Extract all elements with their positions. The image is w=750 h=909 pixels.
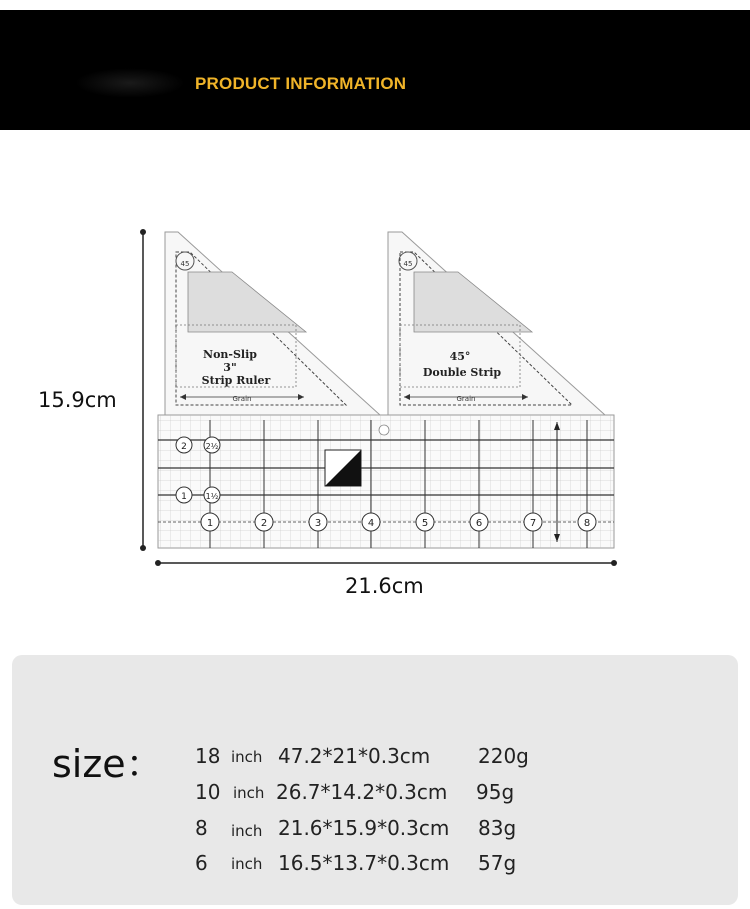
left-title-line3: Strip Ruler — [201, 374, 271, 387]
size-row-1-dims: 47.2*21*0.3cm — [278, 744, 431, 768]
inch-mark-2: 2 — [260, 518, 268, 529]
size-row-1-unit: inch — [231, 748, 263, 766]
left-title-line1: Non-Slip — [203, 348, 257, 361]
size-heading: size： — [52, 742, 164, 786]
size-row-3-unit: inch — [231, 822, 263, 840]
side-mark-2-half: 2½ — [205, 442, 219, 451]
inch-mark-5: 5 — [421, 518, 429, 529]
left-grain-label: Grain — [232, 395, 252, 403]
size-row-4-unit: inch — [231, 855, 263, 873]
size-row-4-size: 6 — [195, 851, 208, 875]
left-angle-label: 45 — [180, 260, 190, 268]
size-row-2-unit: inch — [233, 784, 265, 802]
inch-mark-7: 7 — [529, 518, 537, 529]
height-dimension-line — [140, 229, 146, 551]
inch-mark-8: 8 — [583, 518, 591, 529]
size-row-3-size: 8 — [195, 816, 208, 840]
side-mark-1-half: 1½ — [205, 492, 219, 501]
side-mark-1: 1 — [181, 492, 187, 502]
right-triangle — [388, 232, 605, 415]
size-row-4-dims: 16.5*13.7*0.3cm — [278, 851, 450, 875]
size-row-1-size: 18 — [195, 744, 221, 768]
left-triangle — [165, 232, 380, 415]
right-title-line2: Double Strip — [422, 366, 502, 379]
header-title: PRODUCT INFORMATION — [195, 74, 407, 93]
right-grain-label: Grain — [456, 395, 476, 403]
right-angle-label: 45 — [403, 260, 413, 268]
height-label: 15.9cm — [38, 388, 117, 412]
size-row-2-weight: 95g — [476, 780, 515, 804]
size-row-1-weight: 220g — [478, 744, 529, 768]
size-row-2-dims: 26.7*14.2*0.3cm — [276, 780, 448, 804]
size-row-3-weight: 83g — [478, 816, 517, 840]
inch-mark-4: 4 — [367, 518, 375, 529]
ruler-strip — [158, 415, 614, 548]
size-row-4-weight: 57g — [478, 851, 517, 875]
inch-mark-1: 1 — [206, 518, 214, 529]
left-title-line2: 3" — [223, 361, 237, 374]
right-title-line1: 45° — [449, 350, 471, 363]
size-row-2-size: 10 — [195, 780, 221, 804]
size-row-3-dims: 21.6*15.9*0.3cm — [278, 816, 450, 840]
inch-mark-6: 6 — [475, 518, 483, 529]
side-mark-2: 2 — [181, 442, 187, 452]
inch-mark-3: 3 — [314, 518, 322, 529]
width-label: 21.6cm — [345, 574, 424, 598]
width-dimension-line — [155, 560, 617, 566]
